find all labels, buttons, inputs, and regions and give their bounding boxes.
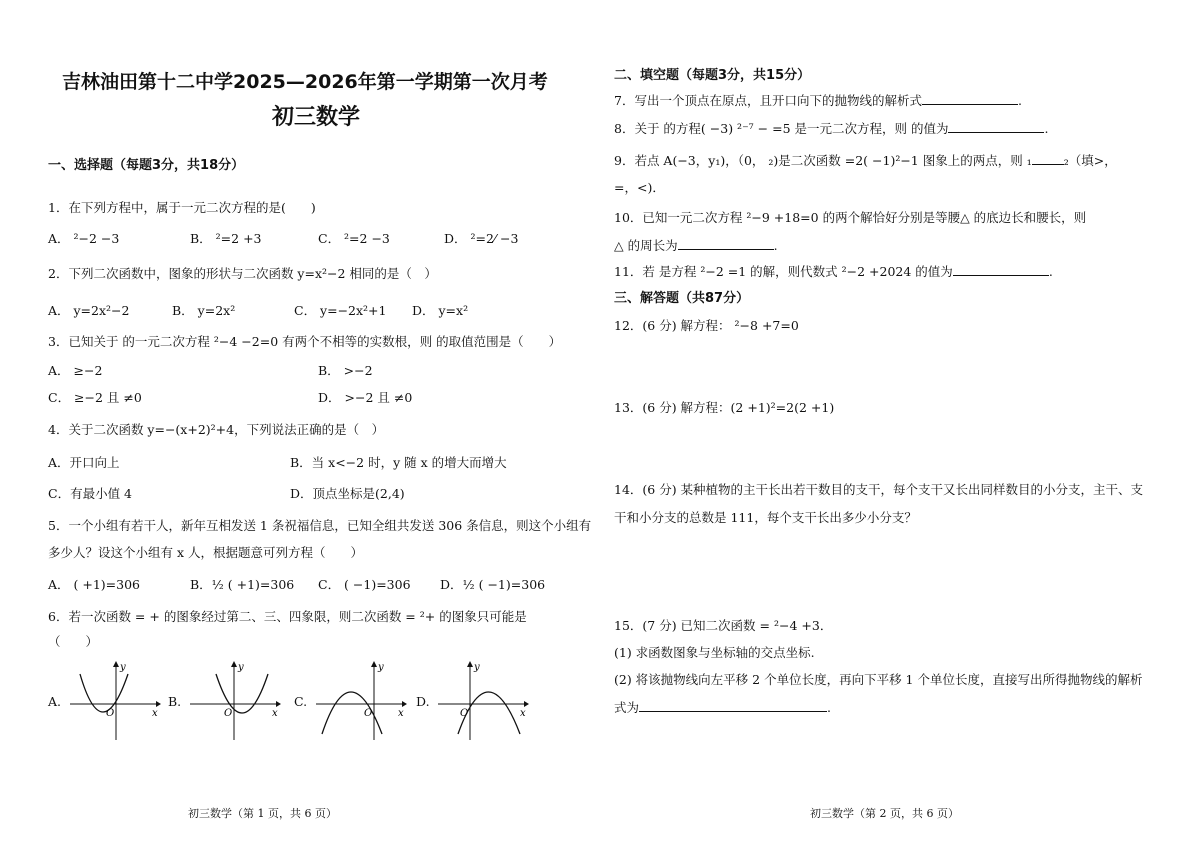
q2-option-a: A． y=2x²−2 (48, 303, 130, 318)
q10-answer-blank (678, 237, 774, 250)
q15-part-2-line-1: (2) 将该抛物线向左平移 2 个单位长度，再向下平移 1 个单位长度，直接写出所得抛物线的解析 (614, 672, 1143, 687)
exam-title: 吉林油田第十二中学2025—2026年第一学期第一次月考 (62, 71, 548, 93)
q12-stem: 12．(6 分) 解方程： ²−8 +7=0 (614, 318, 799, 333)
q7-text: 7．写出一个顶点在原点，且开口向下的抛物线的解析式 . (614, 93, 1022, 108)
q6-graph-a-origin: O (106, 708, 115, 719)
page-2 (600, 0, 1200, 847)
q3-stem: 3．已知关于 的一元二次方程 ²−4 −2=0 有两个不相等的实数根，则 的取值范围是（ ） (48, 334, 562, 349)
q2-stem: 2．下列二次函数中，图象的形状与二次函数 y=x²−2 相同的是（ ） (48, 266, 437, 281)
q14-line-1: 14．(6 分) 某种植物的主干长出若干数目的支干，每个支干又长出同样数目的小分支，主干、支 (614, 482, 1144, 497)
q8-text: 8．关于 的方程( −3) ²⁻⁷ − =5 是一元二次方程，则 的值为 . (614, 121, 1049, 136)
q4-option-c: C．有最小值 4 (48, 486, 132, 501)
q2-option-c: C． y=−2x²+1 (294, 303, 387, 318)
q6-graph-c-y-label: y (378, 662, 384, 673)
q5-stem-line-1: 5．一个小组有若干人，新年互相发送 1 条祝福信息，已知全组共发送 306 条信息，则这个小组有 (48, 518, 592, 533)
q6-graph-a (66, 660, 162, 742)
q6-graph-c-x-label: x (398, 708, 404, 719)
q11-stem: 11．若 是方程 ²−2 =1 的解，则代数式 ²−2 +2024 的值为 (614, 264, 953, 279)
q9-line-2: =，<)． (614, 180, 665, 195)
q14-line-2: 干和小分支的总数是 111，每个支干长出多少小分支？ (614, 510, 917, 525)
q6-graph-d-origin: O (460, 708, 469, 719)
q3-option-b: B． >−2 (318, 363, 373, 378)
q15-part-1: (1) 求函数图象与坐标轴的交点坐标. (614, 645, 815, 660)
q6-option-b: B. (168, 694, 182, 709)
q9-answer-blank (1032, 152, 1064, 165)
q1-option-d: D． ²=2⁄ −3 (444, 231, 519, 246)
q6-graph-c (312, 660, 408, 742)
q5-stem-line-2: 多少人？设这个小组有 x 人，根据题意可列方程（ ） (48, 545, 363, 560)
q9-line-1 (614, 152, 1117, 169)
q5-option-a: A． ( +1)=306 (48, 577, 140, 592)
q1-option-c: C． ²=2 −3 (318, 231, 390, 246)
q10-line-1: 10．已知一元二次方程 ²−9 +18=0 的两个解恰好分别是等腰△ 的底边长和腰长，则 (614, 210, 1087, 225)
page-1-footer: 初三数学（第 1 页，共 6 页） (188, 807, 337, 820)
q11-answer-blank (953, 263, 1049, 276)
page-2-footer: 初三数学（第 2 页，共 6 页） (810, 807, 959, 820)
q13-stem: 13．(6 分) 解方程：(2 +1)²=2(2 +1) (614, 400, 835, 415)
q5-option-d: D．½ ( −1)=306 (440, 577, 546, 592)
q6-graph-c-origin: O (364, 708, 373, 719)
section-2-heading: 二、填空题（每题3分，共15分） (614, 68, 811, 83)
q1-stem: 1．在下列方程中，属于一元二次方程的是( ) (48, 200, 316, 215)
q15-stem: 15．(7 分) 已知二次函数 = ²−4 +3． (614, 618, 833, 633)
q9-stem: 9．若点 A(−3，y₁)，（0， ₂)是二次函数 =2( −1)²−1 图象上的两点，则 ₁ (614, 153, 1032, 168)
q6-option-d: D. (416, 694, 430, 709)
q7-stem: 7．写出一个顶点在原点，且开口向下的抛物线的解析式 (614, 93, 922, 108)
q6-graph-b-origin: O (224, 708, 233, 719)
q6-option-a: A. (48, 694, 62, 709)
section-3-heading: 三、解答题（共87分） (614, 291, 750, 306)
q4-option-d: D．顶点坐标是(2,4) (290, 486, 405, 501)
q6-graph-a-y-label: y (120, 662, 126, 673)
q6-graph-a-x-label: x (152, 708, 158, 719)
q5-option-b: B．½ ( +1)=306 (190, 577, 295, 592)
q9-stem-tail: ₂（填>， (1063, 153, 1117, 168)
q1-option-a: A． ²−2 −3 (48, 231, 120, 246)
q5-option-c: C． ( −1)=306 (318, 577, 411, 592)
q6-graph-b-x-label: x (272, 708, 278, 719)
q11-text: 11．若 是方程 ²−2 =1 的解，则代数式 ²−2 +2024 的值为 . (614, 264, 1053, 279)
q7-answer-blank (922, 92, 1018, 105)
q1-option-b: B． ²=2 +3 (190, 231, 262, 246)
q6-graph-b (186, 660, 282, 742)
q6-graph-d-y-label: y (474, 662, 480, 673)
q3-option-c: C． ≥−2 且 ≠0 (48, 390, 142, 405)
q3-option-a: A． ≥−2 (48, 363, 103, 378)
q6-graph-d (434, 660, 530, 742)
q6-graph-b-y-label: y (238, 662, 244, 673)
q8-answer-blank (948, 120, 1044, 133)
q8-stem: 8．关于 的方程( −3) ²⁻⁷ − =5 是一元二次方程，则 的值为 (614, 121, 949, 136)
q6-option-c: C. (294, 694, 308, 709)
exam-subtitle: 初三数学 (272, 105, 361, 130)
q15-part-2-tail: 式为 (614, 700, 640, 715)
q2-option-b: B． y=2x² (172, 303, 236, 318)
section-1-heading: 一、选择题（每题3分，共18分） (48, 158, 245, 173)
q6-graph-d-x-label: x (520, 708, 526, 719)
q4-option-a: A．开口向上 (48, 455, 120, 470)
q15-part-2-line-2: 式为 . (614, 700, 831, 715)
q4-option-b: B．当 x<−2 时，y 随 x 的增大而增大 (290, 455, 507, 470)
q4-stem: 4．关于二次函数 y=−(x+2)²+4，下列说法正确的是（ ） (48, 422, 385, 437)
q2-option-d: D． y=x² (412, 303, 469, 318)
q3-option-d: D． >−2 且 ≠0 (318, 390, 413, 405)
q10-line-2: △ 的周长为 . (614, 238, 778, 253)
q6-stem-line-1: 6．若一次函数 = + 的图象经过第二、三、四象限，则二次函数 = ²+ 的图象只可能是 (48, 609, 527, 624)
q6-stem-line-2: （ ） (48, 634, 99, 649)
q15-answer-blank (639, 699, 827, 712)
q10-stem-tail: △ 的周长为 (614, 238, 678, 253)
